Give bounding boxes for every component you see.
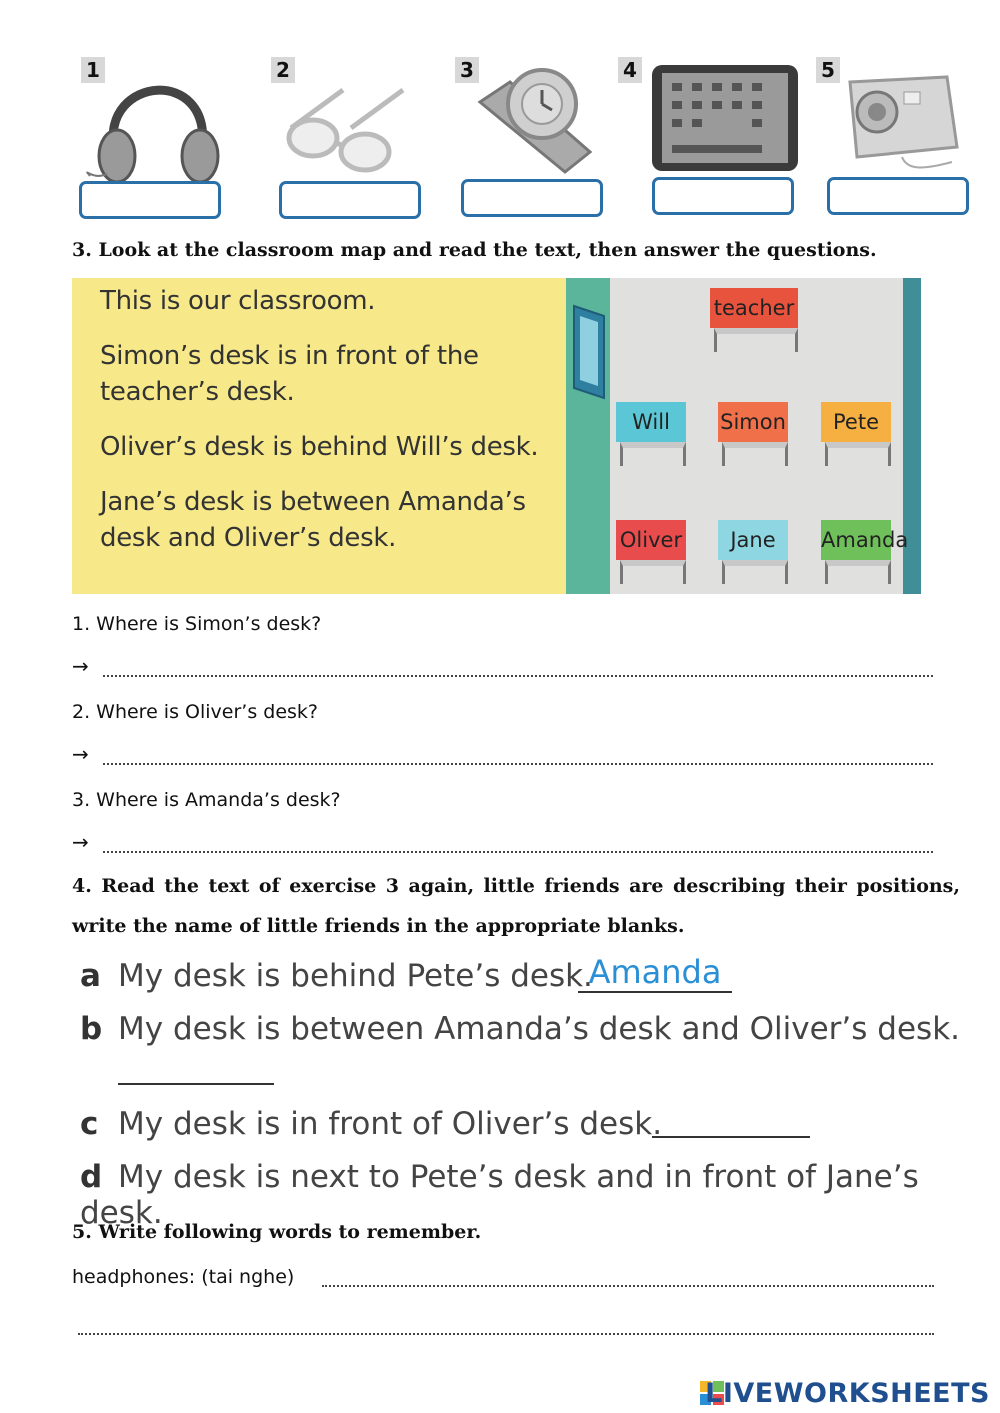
watch-icon xyxy=(470,62,600,177)
picture-number-3: 3 xyxy=(455,57,479,83)
map-text-line: Jane’s desk is between Amanda’s xyxy=(100,487,526,517)
desk-will xyxy=(616,402,686,442)
desk-amanda-legs xyxy=(825,560,891,584)
arrow-icon: → xyxy=(72,654,89,678)
picture-number-4: 4 xyxy=(618,57,642,83)
desk-amanda-label: Amanda xyxy=(821,528,909,552)
answer-blank-c[interactable] xyxy=(652,1136,810,1138)
desk-will-legs xyxy=(620,442,686,466)
answer-line-word[interactable] xyxy=(322,1285,934,1287)
classroom-map xyxy=(72,278,921,594)
answer-box-3[interactable] xyxy=(461,179,603,217)
item-letter: b xyxy=(80,1011,103,1047)
headphones-icon xyxy=(82,56,227,184)
item-text: My desk is in front of Oliver’s desk. xyxy=(118,1106,663,1142)
desk-oliver-legs xyxy=(620,560,686,584)
question-1: 1. Where is Simon’s desk? xyxy=(72,613,322,635)
answer-box-5[interactable] xyxy=(827,177,969,215)
tablet-icon xyxy=(650,63,800,173)
answer-line-1[interactable] xyxy=(103,675,933,677)
desk-simon-legs xyxy=(722,442,788,466)
question-2: 2. Where is Oliver’s desk? xyxy=(72,701,318,723)
map-text-line: Simon’s desk is in front of the xyxy=(100,341,479,371)
exercise3-heading: 3. Look at the classroom map and read the text, then answer the questions. xyxy=(72,239,877,261)
desk-jane xyxy=(718,520,788,560)
glasses-icon xyxy=(283,80,418,175)
item-letter: a xyxy=(80,958,101,994)
picture-number-1: 1 xyxy=(81,57,105,83)
desk-oliver xyxy=(616,520,686,560)
desk-oliver-label: Oliver xyxy=(619,528,683,552)
question-3: 3. Where is Amanda’s desk? xyxy=(72,789,341,811)
exercise5-heading: 5. Write following words to remember. xyxy=(72,1221,482,1243)
map-text-line: teacher’s desk. xyxy=(100,377,295,407)
answer-blank-b[interactable] xyxy=(118,1083,274,1085)
liveworksheets-logo[interactable]: LIVEWORKSHEETS xyxy=(705,1378,990,1409)
item-text: My desk is next to Pete’s desk and in front of Jane’s desk. xyxy=(80,1159,919,1231)
desk-pete xyxy=(821,402,891,442)
desk-simon xyxy=(718,402,788,442)
map-text-line: desk and Oliver’s desk. xyxy=(100,523,397,553)
door-icon xyxy=(570,302,610,402)
desk-simon-label: Simon xyxy=(720,410,786,434)
exercise4-heading-line2: write the name of little friends in the appropriate blanks. xyxy=(72,915,685,937)
item-text: My desk is behind Pete’s desk. xyxy=(118,958,593,994)
word-line: headphones: (tai nghe) xyxy=(72,1266,295,1288)
item-letter: d xyxy=(80,1159,103,1195)
arrow-icon: → xyxy=(72,742,89,766)
map-text-line: Oliver’s desk is behind Will’s desk. xyxy=(100,432,539,462)
exercise4-item-c xyxy=(80,1106,662,1142)
answer-line-3[interactable] xyxy=(103,851,933,853)
arrow-icon: → xyxy=(72,830,89,854)
desk-pete-legs xyxy=(825,442,891,466)
answer-line-extra[interactable] xyxy=(78,1333,934,1335)
item-letter: c xyxy=(80,1106,99,1142)
example-answer-blank xyxy=(578,953,732,993)
desk-amanda xyxy=(821,520,909,560)
answer-box-1[interactable] xyxy=(79,181,221,219)
desk-jane-label: Jane xyxy=(730,528,776,552)
answer-box-2[interactable] xyxy=(279,181,421,219)
answer-line-2[interactable] xyxy=(103,763,933,765)
exercise4-item-b xyxy=(80,1011,960,1047)
desk-teacher xyxy=(710,288,798,328)
item-text: My desk is between Amanda’s desk and Oliver’s desk. xyxy=(118,1011,960,1047)
desk-pete-label: Pete xyxy=(833,410,879,434)
camera-icon xyxy=(842,62,967,172)
answer-box-4[interactable] xyxy=(652,177,794,215)
classroom-room xyxy=(566,278,921,594)
desk-teacher-legs xyxy=(714,328,798,352)
exercise4-item-a xyxy=(80,958,593,994)
exercise4-heading-line1: 4. Read the text of exercise 3 again, little friends are describing their positions, xyxy=(72,875,960,897)
map-text-line: This is our classroom. xyxy=(100,286,376,316)
desk-teacher-label: teacher xyxy=(713,296,795,320)
picture-number-2: 2 xyxy=(271,57,295,83)
desk-will-label: Will xyxy=(632,410,670,434)
desk-jane-legs xyxy=(722,560,788,584)
example-answer: Amanda xyxy=(588,953,722,991)
picture-number-5: 5 xyxy=(816,57,840,83)
